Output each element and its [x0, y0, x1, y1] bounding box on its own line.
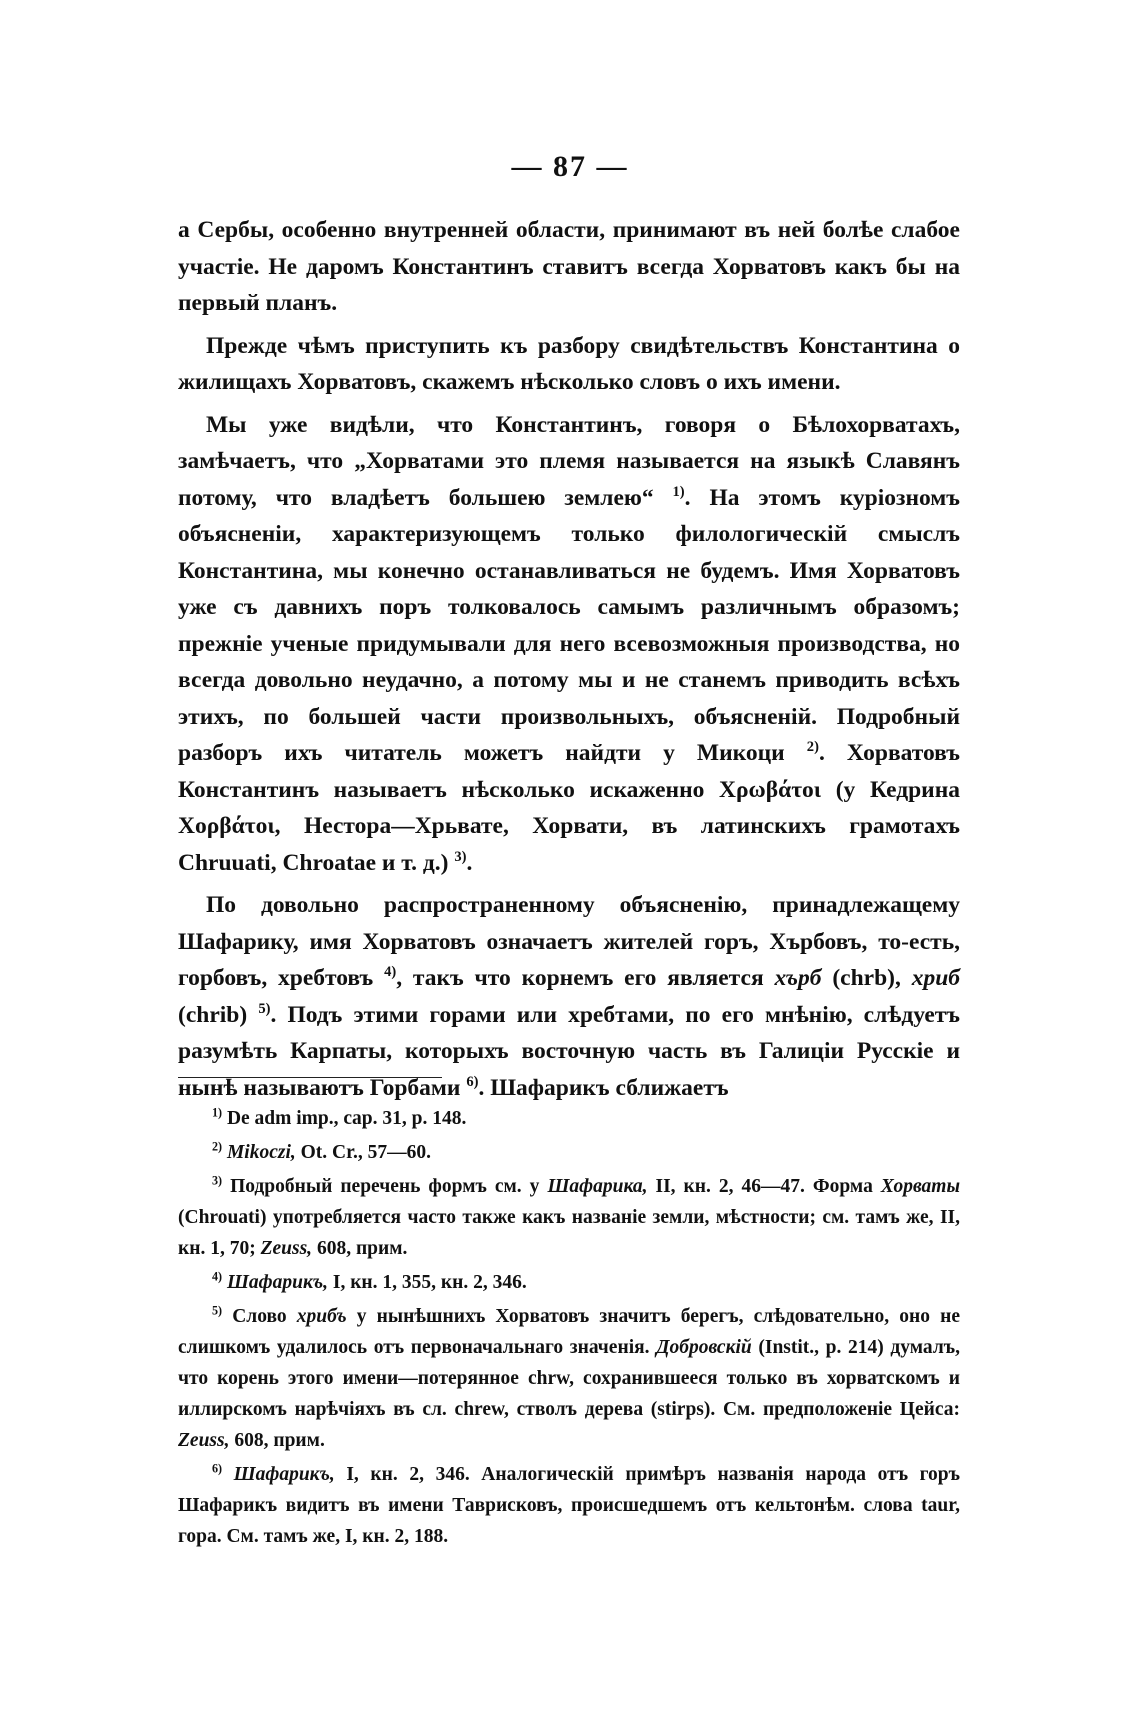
footnote-mark: 1) — [212, 1105, 223, 1120]
footnote-text: (Instit., p. 214) думалъ, что корень этого имени—потерянное chrw, сохранившееся только въ хорватскомъ и иллирскомъ нарѣчіяхъ въ сл. chrew, стволъ дерева (stirps). См. предположеніе Цейса: — [178, 1337, 961, 1420]
footnote-mark: 6) — [212, 1461, 223, 1476]
footnote-mark: 4) — [212, 1269, 223, 1284]
footnote-italic: Zeuss, — [178, 1430, 230, 1451]
footnote-ref-6: 6) — [466, 1073, 479, 1090]
paragraph-3-text: Мы уже видѣли, что Константинъ, говоря о Бѣлохорватахъ, замѣчаетъ, что „Хорватами это племя называется на языкѣ Славянъ потому, что владѣетъ большею землею“ — [178, 411, 960, 511]
paragraph-3-text: . Хорватовъ Константинъ называетъ нѣсколько искаженно Χρωβάτοι (у Кедрина Χορβάτοι, Нестора—Хрьвате, Хорвати, въ латинскихъ грамотахъ Chruuati, Chroatae и т. д.) — [178, 740, 960, 876]
paragraph-4-text: (chrib) — [178, 1001, 248, 1028]
footnote-mark: 2) — [212, 1139, 223, 1154]
paragraph-3 — [178, 407, 960, 882]
footnote-text: у нынѣшнихъ Хорватовъ значитъ берегъ, слѣдовательно, оно не слишкомъ удалилось отъ первоначальнаго значенія. — [178, 1306, 961, 1358]
footnote-italic: Шафарика, — [547, 1176, 648, 1197]
footnote-italic: Хорваты — [880, 1176, 960, 1197]
footnote-text: 608, прим. — [312, 1238, 408, 1259]
italic-word: хриб — [911, 965, 961, 991]
paragraph-3-text: . — [466, 849, 473, 876]
italic-word: хърб — [774, 965, 822, 991]
footnote-text: Подробный перечень формъ см. у — [230, 1176, 548, 1197]
paragraph-4-text: , такъ что корнемъ его является — [396, 965, 775, 991]
footnotes — [178, 1103, 960, 1555]
footnote-4 — [178, 1267, 960, 1298]
footnote-mark: 5) — [212, 1303, 223, 1318]
footnote-ref-1: 1) — [672, 483, 685, 500]
footnote-ref-5: 5) — [258, 1000, 271, 1017]
footnote-italic: Mikoczi, — [226, 1142, 296, 1163]
footnote-italic: Добровскій — [656, 1337, 752, 1358]
paragraph-1: а Сербы, особенно внутренней области, принимают въ ней болѣе слабое участіе. Не даромъ Константинъ ставитъ всегда Хорватовъ какъ бы на первый планъ. — [178, 217, 960, 316]
footnote-ref-2: 2) — [806, 739, 819, 756]
paragraph-4-text: (chrb), — [821, 965, 912, 991]
footnote-5 — [178, 1301, 960, 1456]
footnote-ref-3: 3) — [454, 848, 467, 865]
footnote-ref-4: 4) — [384, 964, 397, 981]
footnote-text: Слово — [232, 1306, 297, 1327]
footnote-text: I, кн. 2, 346. Аналогическій примѣръ названія народа отъ горъ Шафарикъ видитъ въ имени Таврисковъ, происшедшемъ отъ кельтонѣм. слова taur, гора. См. тамъ же, I, кн. 2, 188. — [178, 1464, 960, 1547]
footnote-1 — [178, 1103, 960, 1134]
footnote-6 — [178, 1459, 960, 1552]
paragraph-4-text: . Подъ этими горами или хребтами, по его мнѣнію, слѣдуетъ разумѣть Карпаты, которыхъ восточную часть въ Галиціи Русскіе и нынѣ называютъ Горбами — [178, 1001, 960, 1101]
footnote-italic: хрибъ — [296, 1306, 347, 1327]
footnote-divider — [178, 1077, 442, 1078]
footnote-3 — [178, 1171, 960, 1264]
paragraph-2: Прежде чѣмъ приступить къ разбору свидѣтельствъ Константина о жилищахъ Хорватовъ, скажемъ нѣсколько словъ о ихъ имени. — [178, 332, 960, 395]
main-text — [178, 212, 960, 1106]
paragraph-3-text: . На этомъ куріозномъ объясненіи, характеризующемъ только филологическій смыслъ Константина, мы конечно останавливаться не будемъ. Имя Хорватовъ уже съ давнихъ поръ толковалось самымъ различнымъ образомъ; прежніе ученые придумывали для него всевозможныя производства, но всегда довольно неудачно, а потому мы и не станемъ приводить всѣхъ этихъ, по большей части произвольныхъ, объясненій. Подробный разборъ ихъ читатель можетъ найдти у Микоци — [178, 484, 961, 766]
footnote-2 — [178, 1137, 960, 1168]
footnote-text: II, кн. 2, 46—47. Форма — [647, 1176, 881, 1197]
paragraph-4-text: По довольно распространенному объясненію, принадлежащему Шафарику, имя Хорватовъ означаетъ жителей горъ, Хърбовъ, то-есть, горбовъ, хребтовъ — [178, 892, 960, 991]
footnote-text: I, кн. 1, 355, кн. 2, 346. — [327, 1272, 527, 1293]
page-number: — 87 — — [511, 150, 629, 183]
paragraph-4-text: . Шафарикъ сближаетъ — [478, 1074, 729, 1101]
footnote-text: 608, прим. — [229, 1430, 325, 1451]
footnote-text: Ot. Cr., 57—60. — [295, 1142, 431, 1163]
footnote-italic: Шафарикъ, — [226, 1272, 328, 1293]
footnote-text: De adm imp., cap. 31, p. 148. — [226, 1108, 467, 1129]
footnote-italic: Zeuss, — [260, 1238, 313, 1259]
footnote-italic: Шафарикъ, — [233, 1464, 335, 1485]
footnote-mark: 3) — [212, 1173, 223, 1188]
paragraph-4 — [178, 887, 960, 1106]
footnote-text: (Chrouati) употребляется часто также какъ названіе земли, мѣстности; см. тамъ же, II, кн. 1, 70; — [178, 1207, 960, 1259]
